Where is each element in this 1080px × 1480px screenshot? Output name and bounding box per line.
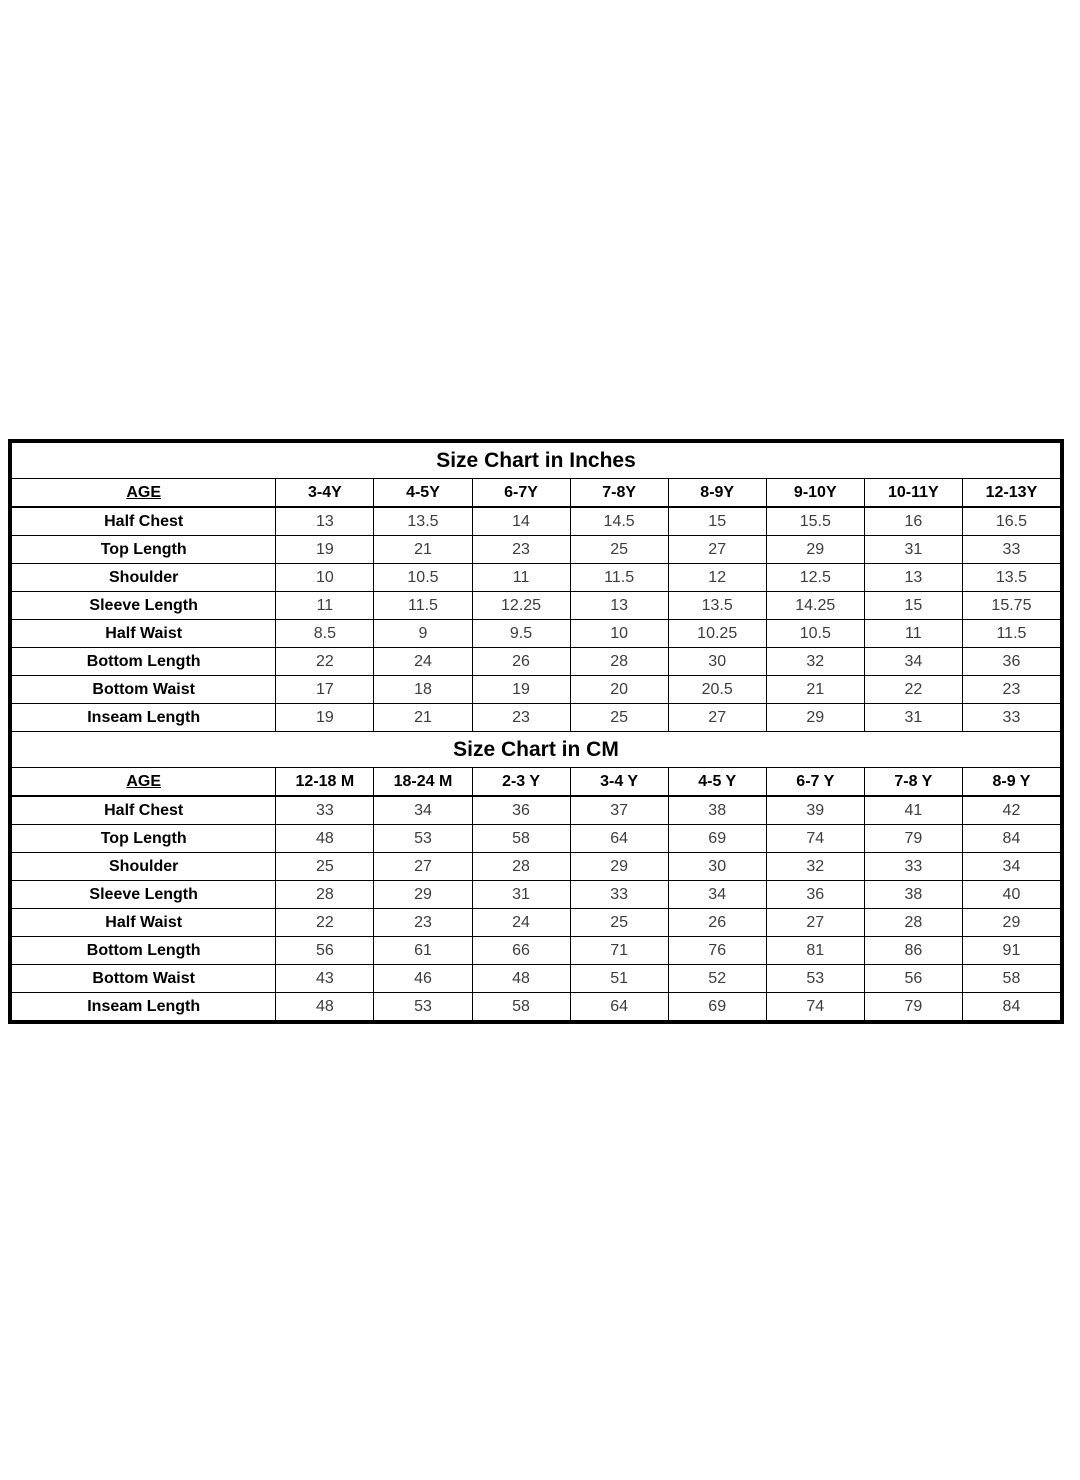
age-header — [12, 479, 276, 508]
cell-value: 12.5 — [766, 564, 864, 592]
cell-value: 22 — [276, 648, 374, 676]
cell-value: 10.5 — [766, 620, 864, 648]
cell-value: 10 — [570, 620, 668, 648]
cell-value: 15 — [864, 592, 962, 620]
row-label: Shoulder — [12, 853, 276, 881]
cell-value: 23 — [374, 909, 472, 937]
table-row — [12, 564, 1061, 592]
cell-value: 53 — [374, 993, 472, 1021]
cell-value: 25 — [276, 853, 374, 881]
column-header: 6-7 Y — [766, 768, 864, 797]
table-title-row — [12, 443, 1061, 479]
cell-value: 56 — [276, 937, 374, 965]
row-label: Half Chest — [12, 796, 276, 825]
cell-value: 20.5 — [668, 676, 766, 704]
row-label: Bottom Waist — [12, 676, 276, 704]
cell-value: 23 — [962, 676, 1060, 704]
row-label: Sleeve Length — [12, 881, 276, 909]
cell-value: 26 — [472, 648, 570, 676]
cell-value: 17 — [276, 676, 374, 704]
table-row — [12, 676, 1061, 704]
size-chart — [8, 439, 1064, 1024]
cell-value: 43 — [276, 965, 374, 993]
cell-value: 11 — [864, 620, 962, 648]
column-header: 8-9 Y — [962, 768, 1060, 797]
cell-value: 46 — [374, 965, 472, 993]
row-label: Half Waist — [12, 909, 276, 937]
column-header: 2-3 Y — [472, 768, 570, 797]
size-chart-table — [11, 442, 1061, 1021]
cell-value: 15.75 — [962, 592, 1060, 620]
cell-value: 28 — [570, 648, 668, 676]
cell-value: 53 — [374, 825, 472, 853]
cell-value: 15 — [668, 507, 766, 536]
cell-value: 27 — [766, 909, 864, 937]
cell-value: 18 — [374, 676, 472, 704]
cell-value: 52 — [668, 965, 766, 993]
cell-value: 25 — [570, 536, 668, 564]
cell-value: 13 — [864, 564, 962, 592]
cell-value: 22 — [864, 676, 962, 704]
cell-value: 37 — [570, 796, 668, 825]
cell-value: 53 — [766, 965, 864, 993]
cell-value: 32 — [766, 648, 864, 676]
cell-value: 10 — [276, 564, 374, 592]
cell-value: 61 — [374, 937, 472, 965]
cell-value: 84 — [962, 993, 1060, 1021]
cell-value: 25 — [570, 909, 668, 937]
table-row — [12, 909, 1061, 937]
table-row — [12, 937, 1061, 965]
row-label: Shoulder — [12, 564, 276, 592]
table-row — [12, 796, 1061, 825]
cell-value: 27 — [374, 853, 472, 881]
cell-value: 11 — [276, 592, 374, 620]
row-label: Bottom Length — [12, 937, 276, 965]
cell-value: 19 — [276, 536, 374, 564]
cell-value: 11.5 — [570, 564, 668, 592]
table-title-row — [12, 732, 1061, 768]
cell-value: 28 — [864, 909, 962, 937]
table-row — [12, 507, 1061, 536]
cell-value: 11.5 — [374, 592, 472, 620]
cell-value: 16.5 — [962, 507, 1060, 536]
cell-value: 66 — [472, 937, 570, 965]
cell-value: 69 — [668, 825, 766, 853]
cell-value: 38 — [668, 796, 766, 825]
row-label: Bottom Waist — [12, 965, 276, 993]
table-title: Size Chart in Inches — [12, 443, 1061, 479]
column-header: 18-24 M — [374, 768, 472, 797]
cell-value: 12.25 — [472, 592, 570, 620]
cell-value: 33 — [864, 853, 962, 881]
cell-value: 34 — [668, 881, 766, 909]
cell-value: 27 — [668, 536, 766, 564]
cell-value: 14.25 — [766, 592, 864, 620]
cell-value: 36 — [962, 648, 1060, 676]
cell-value: 74 — [766, 993, 864, 1021]
cell-value: 10.25 — [668, 620, 766, 648]
column-header: 9-10Y — [766, 479, 864, 508]
cell-value: 48 — [276, 993, 374, 1021]
cell-value: 14.5 — [570, 507, 668, 536]
cell-value: 33 — [962, 704, 1060, 732]
cell-value: 11 — [472, 564, 570, 592]
row-label: Half Chest — [12, 507, 276, 536]
cell-value: 9.5 — [472, 620, 570, 648]
cell-value: 27 — [668, 704, 766, 732]
cell-value: 41 — [864, 796, 962, 825]
column-header: 7-8 Y — [864, 768, 962, 797]
table-header-row — [12, 479, 1061, 508]
column-header: 3-4 Y — [570, 768, 668, 797]
cell-value: 22 — [276, 909, 374, 937]
cell-value: 11.5 — [962, 620, 1060, 648]
cell-value: 20 — [570, 676, 668, 704]
cell-value: 13.5 — [668, 592, 766, 620]
column-header: 4-5Y — [374, 479, 472, 508]
cell-value: 79 — [864, 825, 962, 853]
table-row — [12, 881, 1061, 909]
column-header: 7-8Y — [570, 479, 668, 508]
cell-value: 31 — [864, 536, 962, 564]
cell-value: 64 — [570, 993, 668, 1021]
column-header: 3-4Y — [276, 479, 374, 508]
row-label: Sleeve Length — [12, 592, 276, 620]
cell-value: 8.5 — [276, 620, 374, 648]
cell-value: 16 — [864, 507, 962, 536]
table-row — [12, 825, 1061, 853]
column-header: 10-11Y — [864, 479, 962, 508]
cell-value: 81 — [766, 937, 864, 965]
cell-value: 29 — [374, 881, 472, 909]
cell-value: 31 — [472, 881, 570, 909]
cell-value: 13 — [276, 507, 374, 536]
cell-value: 9 — [374, 620, 472, 648]
cell-value: 29 — [766, 536, 864, 564]
row-label: Inseam Length — [12, 704, 276, 732]
cell-value: 29 — [766, 704, 864, 732]
cell-value: 42 — [962, 796, 1060, 825]
table-row — [12, 853, 1061, 881]
cell-value: 69 — [668, 993, 766, 1021]
table-row — [12, 993, 1061, 1021]
age-header-label: AGE — [126, 483, 161, 501]
table-header-row — [12, 768, 1061, 797]
cell-value: 24 — [472, 909, 570, 937]
cell-value: 19 — [276, 704, 374, 732]
column-header: 4-5 Y — [668, 768, 766, 797]
cell-value: 21 — [766, 676, 864, 704]
cell-value: 10.5 — [374, 564, 472, 592]
cell-value: 31 — [864, 704, 962, 732]
cell-value: 28 — [472, 853, 570, 881]
cell-value: 51 — [570, 965, 668, 993]
cell-value: 48 — [276, 825, 374, 853]
column-header: 8-9Y — [668, 479, 766, 508]
table-row — [12, 536, 1061, 564]
table-row — [12, 592, 1061, 620]
cell-value: 91 — [962, 937, 1060, 965]
cell-value: 13.5 — [374, 507, 472, 536]
cell-value: 79 — [864, 993, 962, 1021]
row-label: Top Length — [12, 825, 276, 853]
cell-value: 12 — [668, 564, 766, 592]
cell-value: 29 — [570, 853, 668, 881]
cell-value: 48 — [472, 965, 570, 993]
row-label: Inseam Length — [12, 993, 276, 1021]
cell-value: 58 — [962, 965, 1060, 993]
cell-value: 34 — [374, 796, 472, 825]
cell-value: 13.5 — [962, 564, 1060, 592]
row-label: Half Waist — [12, 620, 276, 648]
cell-value: 84 — [962, 825, 1060, 853]
column-header: 6-7Y — [472, 479, 570, 508]
age-header-label: AGE — [126, 772, 161, 790]
column-header: 12-18 M — [276, 768, 374, 797]
cell-value: 23 — [472, 536, 570, 564]
table-row — [12, 704, 1061, 732]
cell-value: 33 — [962, 536, 1060, 564]
cell-value: 64 — [570, 825, 668, 853]
cell-value: 74 — [766, 825, 864, 853]
cell-value: 40 — [962, 881, 1060, 909]
cell-value: 19 — [472, 676, 570, 704]
cell-value: 36 — [472, 796, 570, 825]
cell-value: 25 — [570, 704, 668, 732]
cell-value: 21 — [374, 536, 472, 564]
cell-value: 29 — [962, 909, 1060, 937]
cell-value: 58 — [472, 825, 570, 853]
cell-value: 23 — [472, 704, 570, 732]
cell-value: 24 — [374, 648, 472, 676]
cell-value: 14 — [472, 507, 570, 536]
cell-value: 30 — [668, 648, 766, 676]
row-label: Top Length — [12, 536, 276, 564]
table-row — [12, 965, 1061, 993]
cell-value: 38 — [864, 881, 962, 909]
cell-value: 34 — [962, 853, 1060, 881]
cell-value: 33 — [276, 796, 374, 825]
cell-value: 26 — [668, 909, 766, 937]
table-row — [12, 648, 1061, 676]
cell-value: 36 — [766, 881, 864, 909]
cell-value: 71 — [570, 937, 668, 965]
table-row — [12, 620, 1061, 648]
cell-value: 86 — [864, 937, 962, 965]
cell-value: 15.5 — [766, 507, 864, 536]
cell-value: 76 — [668, 937, 766, 965]
cell-value: 13 — [570, 592, 668, 620]
cell-value: 34 — [864, 648, 962, 676]
table-title: Size Chart in CM — [12, 732, 1061, 768]
cell-value: 30 — [668, 853, 766, 881]
row-label: Bottom Length — [12, 648, 276, 676]
cell-value: 58 — [472, 993, 570, 1021]
column-header: 12-13Y — [962, 479, 1060, 508]
cell-value: 21 — [374, 704, 472, 732]
cell-value: 33 — [570, 881, 668, 909]
cell-value: 39 — [766, 796, 864, 825]
age-header — [12, 768, 276, 797]
cell-value: 32 — [766, 853, 864, 881]
cell-value: 28 — [276, 881, 374, 909]
cell-value: 56 — [864, 965, 962, 993]
